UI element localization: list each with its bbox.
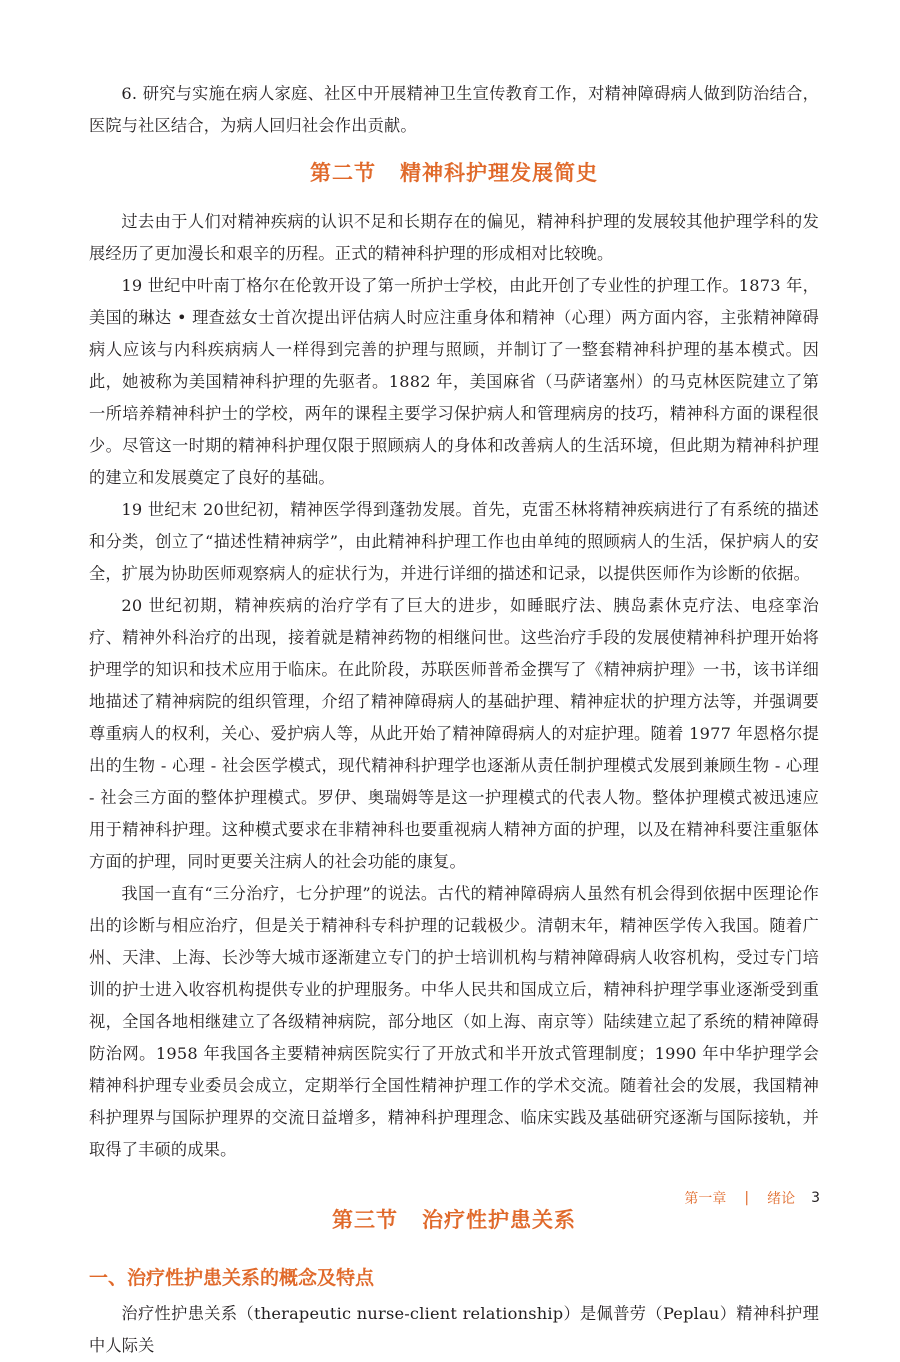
footer-separator: | [744,1190,750,1206]
subsection-heading: 一、治疗性护患关系的概念及特点 [89,1267,375,1289]
section-3-number: 第三节 [332,1208,398,1232]
footer-chapter: 第一章 [684,1191,727,1207]
paragraph-intro-item-6: 6. 研究与实施在病人家庭、社区中开展精神卫生宣传教育工作，对精神障碍病人做到防治结合，医院与社区结合，为病人回归社会作出贡献。 [89,84,819,135]
section-heading-2 [89,157,819,187]
section-2-number: 第二节 [310,161,376,185]
section-heading-3 [89,1204,819,1234]
paragraph: 19 世纪末 20世纪初，精神医学得到蓬勃发展。首先，克雷丕林将精神疾病进行了有系统的描述和分类，创立了“描述性精神病学”，由此精神科护理工作也由单纯的照顾病人的生活，保护病人的安全，扩展为协助医师观察病人的症状行为，并进行详细的描述和记录，以提供医师作为诊断的依据。 [89,500,819,583]
paragraph: 我国一直有“三分治疗，七分护理”的说法。古代的精神障碍病人虽然有机会得到依据中医理论作出的诊断与相应治疗，但是关于精神科专科护理的记载极少。清朝末年，精神医学传入我国。随着广州、天津、上海、长沙等大城市逐渐建立专门的护士培训机构与精神障碍病人收容机构，受过专门培训的护士进入收容机构提供专业的护理服务。中华人民共和国成立后，精神科护理学事业逐渐受到重视，全国各地相继建立了各级精神病院，部分地区（如上海、南京等）陆续建立起了系统的精神障碍防治网。1958 年我国各主要精神病医院实行了开放式和半开放式管理制度；1990 年中华护理学会精神科护理专业委员会成立，定期举行全国性精神护理工作的学术交流。随着社会的发展，我国精神科护理界与国际护理界的交流日益增多，精神科护理理念、临床实践及基础研究逐渐与国际接轨，并取得了丰硕的成果。 [89,884,819,1159]
footer-chapter-title: 绪论 [767,1191,796,1207]
paragraph: 19 世纪中叶南丁格尔在伦敦开设了第一所护士学校，由此开创了专业性的护理工作。1873 年，美国的琳达 • 理查兹女士首次提出评估病人时应注重身体和精神（心理）两方面内容，主张精神障碍病人应该与内科疾病病人一样得到完善的护理与照顾，并制订了一整套精神科护理的基本模式。因此，她被称为美国精神科护理的先驱者。1882 年，美国麻省（马萨诸塞州）的马克林医院建立了第一所培养精神科护士的学校，两年的课程主要学习保护病人和管理病房的技巧，精神科方面的课程很少。尽管这一时期的精神科护理仅限于照顾病人的身体和改善病人的生活环境，但此期为精神科护理的建立和发展奠定了良好的基础。 [89,276,819,487]
paragraph: 过去由于人们对精神疾病的认识不足和长期存在的偏见，精神科护理的发展较其他护理学科的发展经历了更加漫长和艰辛的历程。正式的精神科护理的形成相对比较晚。 [89,212,819,263]
page-footer [684,1188,820,1208]
paragraph: 20 世纪初期，精神疾病的治疗学有了巨大的进步，如睡眠疗法、胰岛素休克疗法、电痉挛治疗、精神外科治疗的出现，接着就是精神药物的相继问世。这些治疗手段的发展使精神科护理开始将护理学的知识和技术应用于临床。在此阶段，苏联医师普希金撰写了《精神病护理》一书，该书详细地描述了精神病院的组织管理，介绍了精神障碍病人的基础护理、精神症状的护理方法等，并强调要尊重病人的权利，关心、爱护病人等，从此开始了精神障碍病人的对症护理。随着 1977 年恩格尔提出的生物 - 心理 - 社会医学模式，现代精神科护理学也逐渐从责任制护理模式发展到兼顾生物 - 心理 - 社会三方面的整体护理模式。罗伊、奥瑞姆等是这一护理模式的代表人物。整体护理模式被迅速应用于精神科护理。这种模式要求在非精神科也要重视病人精神方面的护理，以及在精神科要注重躯体方面的护理，同时更要关注病人的社会功能的康复。 [89,596,819,871]
section-2-title: 精神科护理发展简史 [400,161,598,185]
section-3-title: 治疗性护患关系 [422,1208,576,1232]
page-content [89,78,819,1362]
paragraph: 治疗性护患关系（therapeutic nurse-client relationship）是佩普劳（Peplau）精神科护理中人际关 [89,1304,819,1355]
page-number: 3 [811,1190,820,1206]
